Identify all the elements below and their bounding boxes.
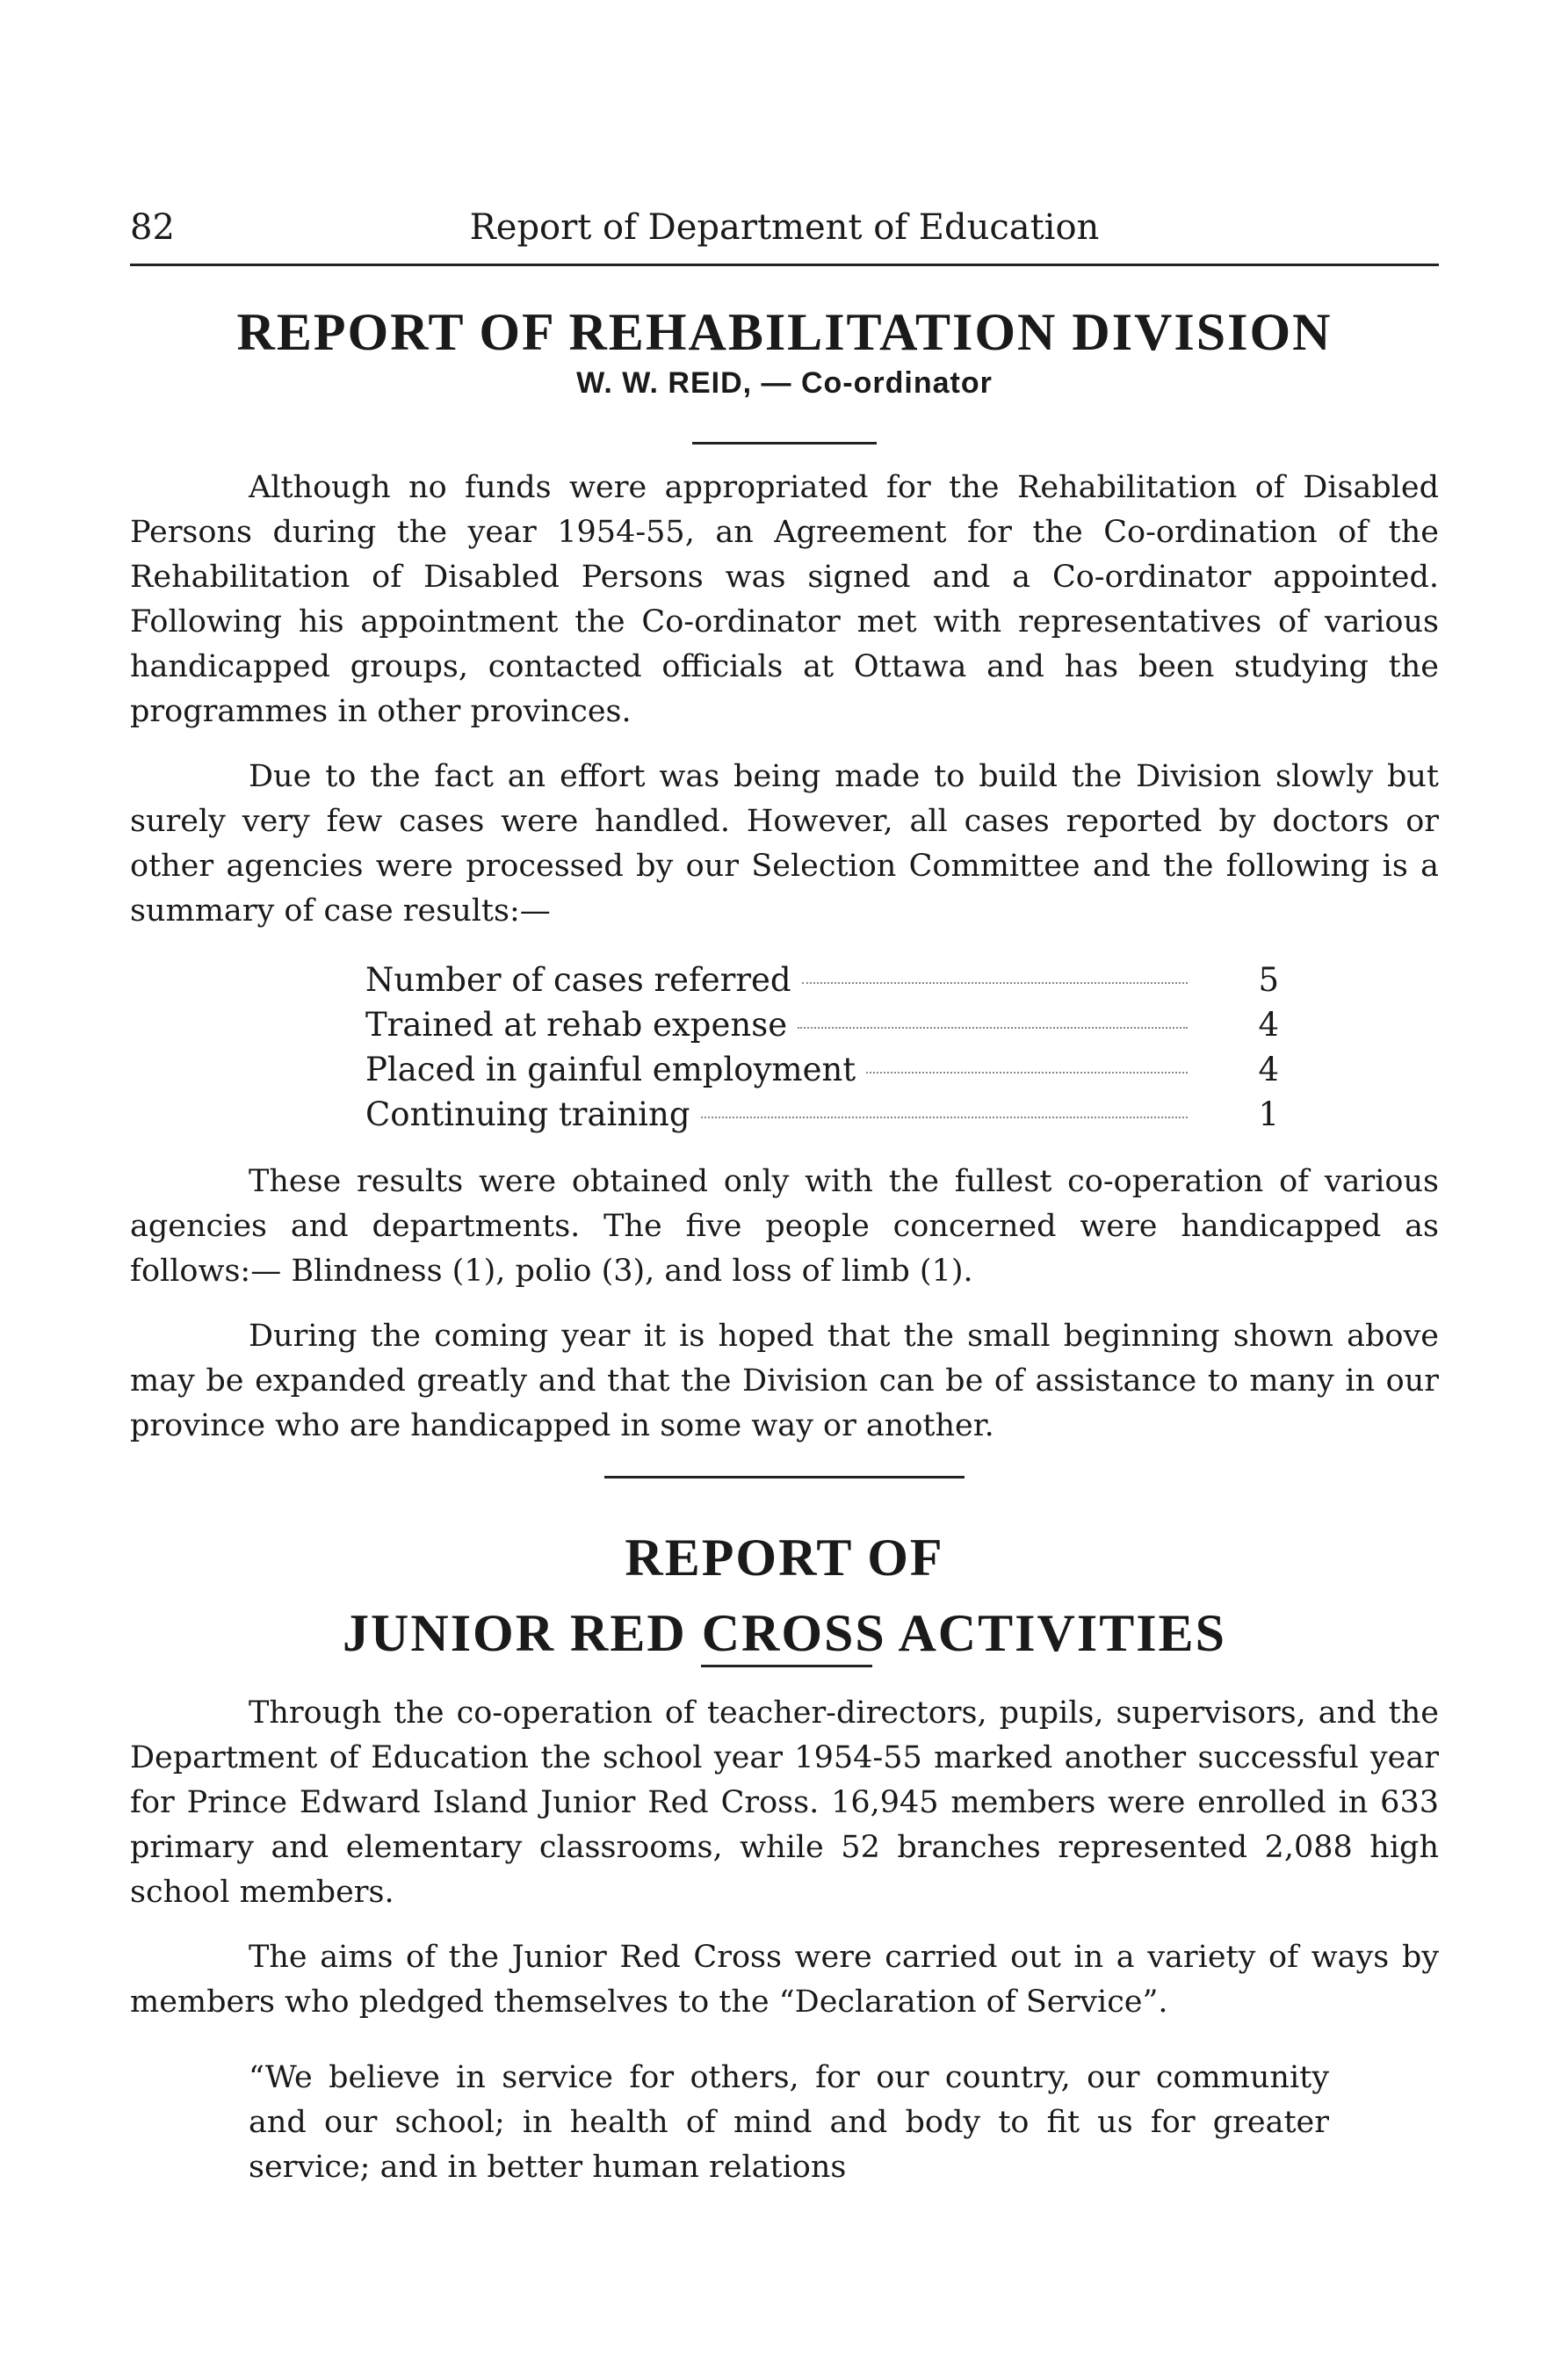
summary-label: Trained at rehab expense xyxy=(365,1006,788,1044)
section2-heading xyxy=(130,1520,1439,1671)
summary-value: 5 xyxy=(1258,961,1279,999)
section2-divider xyxy=(701,1665,872,1667)
paragraph: The aims of the Junior Red Cross were carried out in a variety of ways by members who pledged themselves to the “Declaration of Service”. xyxy=(130,1940,1439,2020)
section1-heading xyxy=(130,303,1439,401)
paragraph: Through the co-operation of teacher-directors, pupils, supervisors, and the Department of Education the school year 1954-55 marked another successful year for Prince Edward Island Junior Red Cross. 16,945 members were enrolled in 633 primary and elementary classrooms, while 52 branches represented 2,088 high school members. xyxy=(130,1695,1439,1910)
section2-title-line2: JUNIOR RED CROSS ACTIVITIES xyxy=(343,1604,1226,1662)
summary-row xyxy=(365,1092,1279,1137)
paragraph: Although no funds were appropriated for the Rehabilitation of Disabled Persons during the year 1954-55, an Agreement for the Co-ordination of the Rehabilitation of Disabled Persons was signed and a Co-ordinator appointed. Following his appointment the Co-ordinator met with representatives of various handicapped groups, contacted officials at Ottawa and has been studying the programmes in other provinces. xyxy=(130,470,1439,729)
dot-leader xyxy=(802,982,1188,984)
paragraph: During the coming year it is hoped that the small beginning shown above may be expanded greatly and that the Division can be of assistance to many in our province who are handicapped in some way or another. xyxy=(130,1319,1439,1443)
summary-label: Placed in gainful employment xyxy=(365,1051,856,1088)
page-number: 82 xyxy=(130,207,175,248)
dot-leader xyxy=(798,1027,1188,1029)
summary-row xyxy=(365,1047,1279,1092)
section1-title: REPORT OF REHABILITATION DIVISION xyxy=(236,303,1333,361)
section1-divider xyxy=(692,442,877,445)
summary-label: Number of cases referred xyxy=(365,961,791,999)
summary-label: Continuing training xyxy=(365,1095,690,1133)
summary-value: 4 xyxy=(1258,1006,1279,1044)
section1-byline: W. W. REID, — Co-ordinator xyxy=(576,366,993,400)
section2-title-line1: REPORT OF xyxy=(625,1529,944,1587)
summary-row xyxy=(365,1002,1279,1047)
section1-intro xyxy=(130,466,1439,954)
running-header xyxy=(130,202,1439,266)
section1-closing xyxy=(130,1160,1439,1469)
dot-leader xyxy=(701,1117,1188,1118)
dot-leader xyxy=(866,1072,1188,1074)
header-title: Report of Department of Education xyxy=(469,207,1100,248)
paragraph: These results were obtained only with the fullest co-operation of various agencies and departments. The five people concerned were handicapped as follows:— Blindness (1), polio (3), and loss of limb (1). xyxy=(130,1164,1439,1289)
declaration-quote: “We believe in service for others, for our country, our community and our school; in health of mind and body to fit us for greater service; and in better human relations xyxy=(249,2060,1329,2185)
paragraph: Due to the fact an effort was being made to build the Division slowly but surely very few cases were handled. However, all cases reported by doctors or other agencies were processed by our Selection Committee and the following is a summary of case results:— xyxy=(130,759,1439,929)
section2-body xyxy=(130,1691,1439,2045)
summary-value: 1 xyxy=(1258,1095,1279,1133)
summary-value: 4 xyxy=(1258,1051,1279,1088)
summary-row xyxy=(365,958,1279,1002)
section-divider xyxy=(604,1476,965,1478)
case-summary-list xyxy=(365,958,1279,1137)
